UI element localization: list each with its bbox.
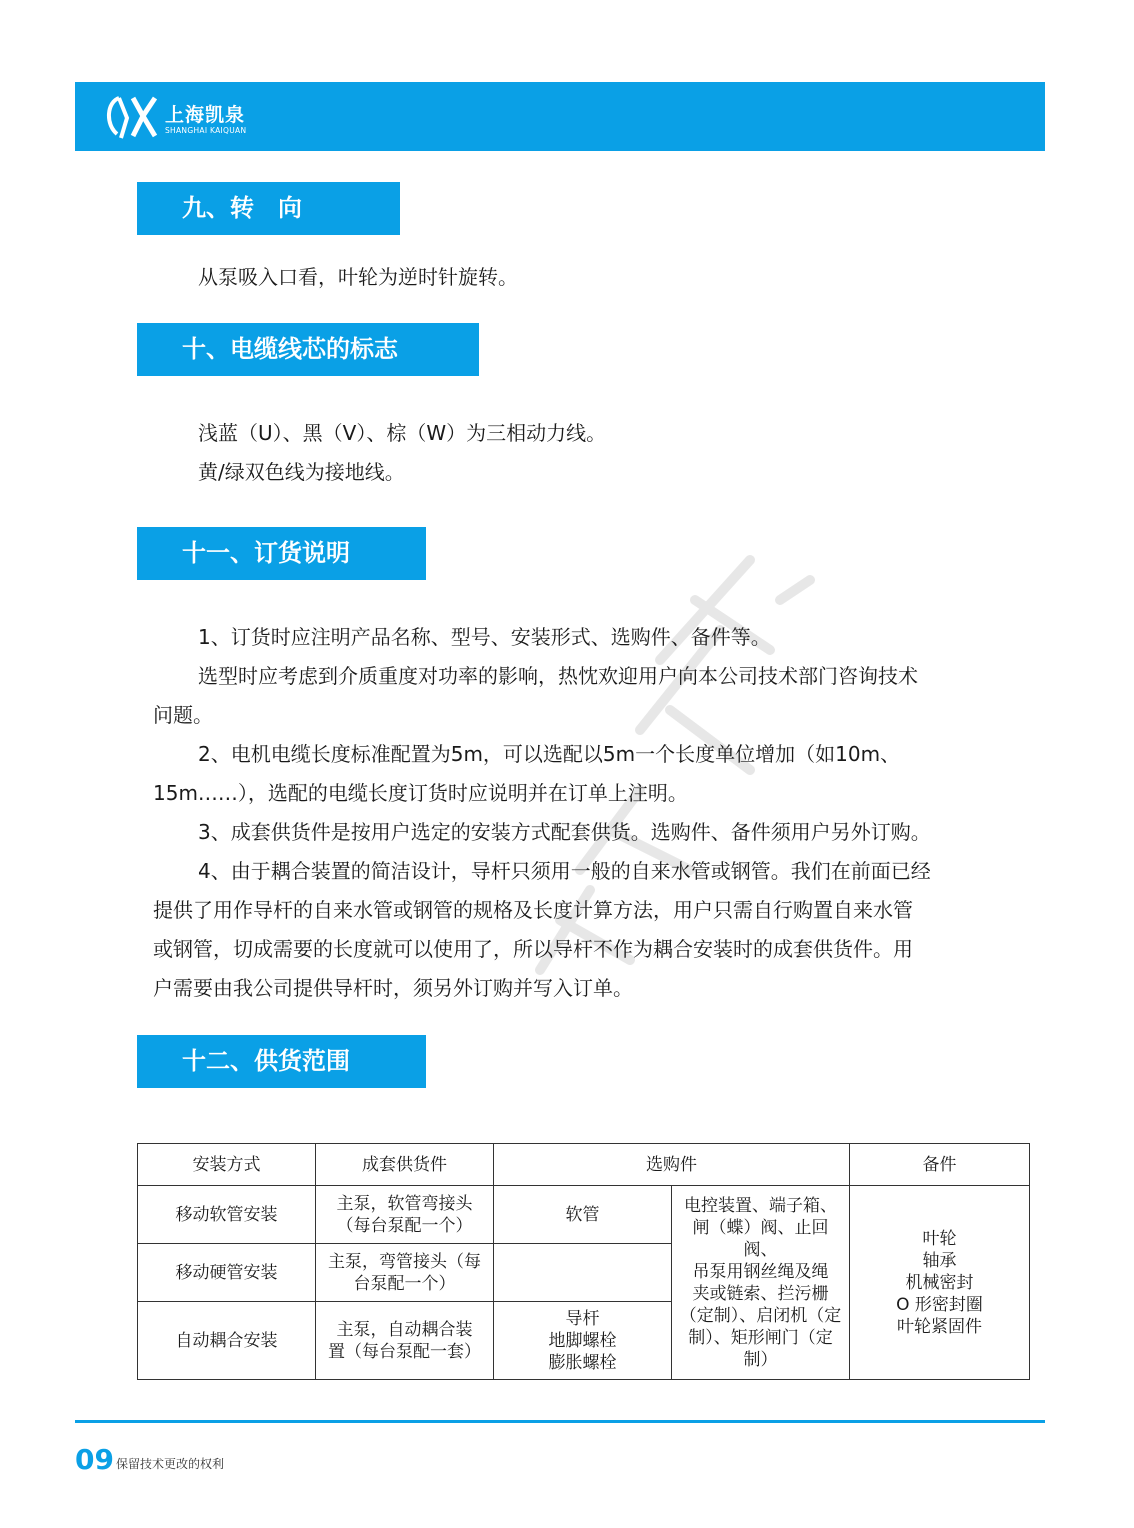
- section-11-line-8: 提供了用作导杆的自来水管或钢管的规格及长度计算方法，用户只需自行购置自来水管: [153, 898, 913, 922]
- cell-line: 地脚螺栓: [548, 1330, 617, 1351]
- section-11-line-5: 15m……），选配的电缆长度订货时应说明并在订单上注明。: [153, 781, 688, 805]
- cell-line: 制）: [743, 1349, 778, 1370]
- option-cell: 软管: [494, 1186, 672, 1244]
- option-cell: [494, 1244, 672, 1302]
- cell-line: 台泵配一个）: [353, 1273, 456, 1294]
- cell-line: 叶轮紧固件: [897, 1316, 982, 1337]
- cell-line: 闸（蝶）阀、止回阀、: [692, 1217, 829, 1260]
- logo-english-name: SHANGHAI KAIQUAN: [165, 126, 247, 135]
- table-header-cell: 安装方式: [138, 1144, 316, 1186]
- cell-line: 导杆: [565, 1308, 600, 1329]
- section-10-heading: 十、电缆线芯的标志: [137, 323, 479, 376]
- section-12-heading: 十二、供货范围: [137, 1035, 426, 1088]
- cell-line: 置（每台泵配一套）: [328, 1341, 481, 1362]
- cell-line: （每台泵配一个）: [336, 1215, 473, 1236]
- footer-divider: [75, 1420, 1045, 1423]
- section-10-line-1: 浅蓝（U）、黑（V）、棕（W）为三相动力线。: [198, 421, 607, 445]
- table-row: [138, 1186, 1030, 1244]
- cell-line: 主泵，软管弯接头: [336, 1193, 473, 1214]
- table-header-cell: 备件: [850, 1144, 1030, 1186]
- table-header-cell: 选购件: [494, 1144, 850, 1186]
- cell-line: 吊泵用钢丝绳及绳: [692, 1261, 829, 1282]
- section-11-line-9: 或钢管，切成需要的长度就可以使用了，所以导杆不作为耦合安装时的成套供货件。用: [153, 937, 913, 961]
- section-11-line-4: 2、电机电缆长度标准配置为5m，可以选配以5m一个长度单位增加（如10m、: [198, 742, 901, 766]
- install-method-cell: 自动耦合安装: [138, 1302, 316, 1380]
- section-11-line-1: 1、订货时应注明产品名称、型号、安装形式、选购件、备件等。: [198, 625, 771, 649]
- set-parts-cell: [316, 1186, 494, 1244]
- cell-line: 膨胀螺栓: [548, 1352, 617, 1373]
- header-bar: [75, 82, 1045, 151]
- cell-line: 主泵，弯管接头（每: [328, 1251, 481, 1272]
- logo-chinese-name: 上海凯泉: [165, 104, 246, 126]
- section-11-line-7: 4、由于耦合装置的简洁设计，导杆只须用一般的自来水管或钢管。我们在前面已经: [198, 859, 931, 883]
- footer-note: 保留技术更改的权利: [116, 1457, 225, 1471]
- section-11-line-2: 选型时应考虑到介质重度对功率的影响，热忱欢迎用户向本公司技术部门咨询技术: [198, 664, 918, 688]
- section-11-heading: 十一、订货说明: [137, 527, 426, 580]
- section-11-line-3: 问题。: [153, 703, 213, 727]
- install-method-cell: 移动硬管安装: [138, 1244, 316, 1302]
- page-number: 09: [75, 1443, 114, 1476]
- set-parts-cell: [316, 1244, 494, 1302]
- cell-line: 叶轮: [922, 1228, 957, 1249]
- supply-scope-table: [137, 1143, 1030, 1380]
- cell-line: 制）、矩形闸门（定: [688, 1327, 833, 1348]
- spares-cell: [850, 1186, 1030, 1380]
- cell-line: 轴承: [922, 1250, 957, 1271]
- set-parts-cell: [316, 1302, 494, 1380]
- option-cell: [494, 1302, 672, 1380]
- section-9-text: 从泵吸入口看，叶轮为逆时针旋转。: [198, 265, 518, 289]
- section-9-heading: 九、转 向: [137, 182, 400, 235]
- common-options-cell: [672, 1186, 850, 1380]
- cell-line: O 形密封圈: [896, 1294, 983, 1315]
- table-header-cell: 成套供货件: [316, 1144, 494, 1186]
- table-header-row: [138, 1144, 1030, 1186]
- section-10-line-2: 黄/绿双色线为接地线。: [198, 460, 405, 484]
- cell-line: 主泵，自动耦合装: [336, 1319, 473, 1340]
- section-11-line-10: 户需要由我公司提供导杆时，须另外订购并写入订单。: [153, 976, 633, 1000]
- section-11-line-6: 3、成套供货件是按用户选定的安装方式配套供货。选购件、备件须用户另外订购。: [198, 820, 931, 844]
- install-method-cell: 移动软管安装: [138, 1186, 316, 1244]
- cell-line: 夹或链索、拦污栅: [692, 1283, 829, 1304]
- cell-line: 机械密封: [905, 1272, 974, 1293]
- logo-mark-icon: [103, 94, 159, 140]
- cell-line: （定制）、启闭机（定: [679, 1305, 842, 1326]
- cell-line: 电控装置、端子箱、: [684, 1195, 837, 1216]
